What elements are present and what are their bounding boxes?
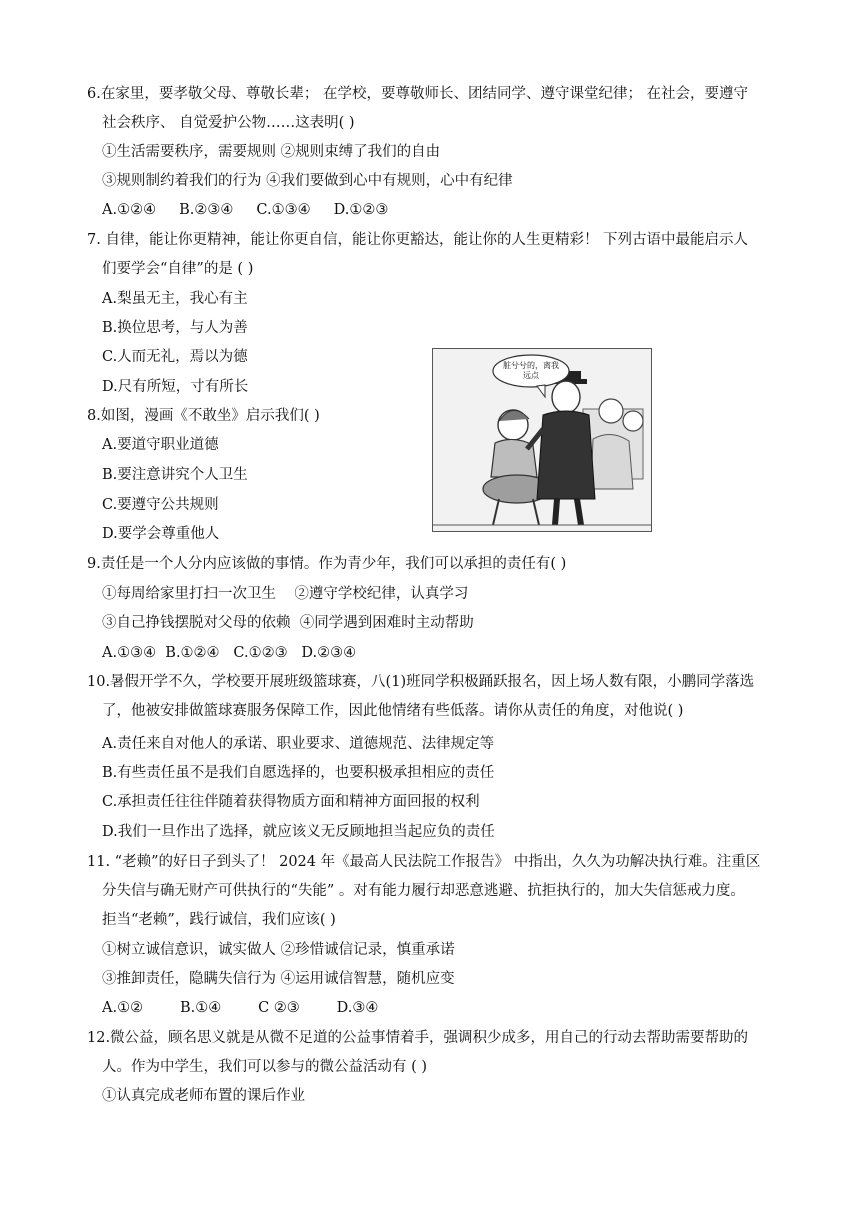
q9-choices: A.①③④ B.①②④ C.①②③ D.②③④ [102,645,357,661]
q8-choice-c: C.要遵守公共规则 [102,497,219,513]
q8-choice-d: D.要学会尊重他人 [102,526,220,542]
q12-option-line-1: ①认真完成老师布置的课后作业 [102,1088,305,1104]
q10-choice-d: D.我们一旦作出了选择，就应该义无反顾地担当起应负的责任 [102,824,495,840]
q12-stem-line-1: 12.微公益，顾名思义就是从微不足道的公益事情着手，强调积少成多，用自己的行动去帮助需要帮助的 [87,1030,749,1046]
q11-choices: A.①② B.①④ C ②③ D.③④ [102,1000,379,1016]
q6-option-line-2: ③规则制约着我们的行为 ④我们要做到心中有规则，心中有纪律 [102,173,513,189]
q8-choice-a: A.要道守职业道德 [102,437,219,453]
cartoon-speech-bubble-text: 脏兮兮的，离我远点 [503,361,559,380]
cartoon-bu-gan-zuo-image [432,348,652,532]
q12-stem-line-2: 人。作为中学生，我们可以参与的微公益活动有 ( ) [102,1059,428,1075]
q6-stem-line-1: 6.在家里，要孝敬父母、尊敬长辈； 在学校，要尊敬师长、团结同学、遵守课堂纪律； 在社会，要遵守 [87,86,749,102]
q10-stem-line-1: 10.暑假开学不久，学校要开展班级篮球赛，八(1)班同学积极踊跃报名，因上场人数有限，小鹏同学落选 [87,674,755,690]
q11-option-line-2: ③推卸责任，隐瞒失信行为 ④运用诚信智慧，随机应变 [102,971,455,987]
q10-choice-c: C.承担责任往往伴随着获得物质方面和精神方面回报的权利 [102,794,480,810]
q8-choice-b: B.要注意讲究个人卫生 [102,467,248,483]
q7-choice-b: B.换位思考，与人为善 [102,320,248,336]
q9-option-line-2: ③自己挣钱摆脱对父母的依赖 ④同学遇到困难时主动帮助 [102,615,474,631]
q10-choice-b: B.有些责任虽不是我们自愿选择的，也要积极承担相应的责任 [102,765,495,781]
q7-choice-c: C.人而无礼，焉以为德 [102,349,248,365]
q7-choice-d: D.尺有所短，寸有所长 [102,379,249,395]
q7-stem-line-1: 7. 自律，能让你更精神，能让你更自信，能让你更豁达，能让你的人生更精彩！ 下列古语中最能启示人 [87,232,749,248]
q11-stem-line-1: 11. “老赖”的好日子到头了！ 2024 年《最高人民法院工作报告》 中指出，久久为功解决执行难。注重区 [87,854,761,870]
q6-option-line-1: ①生活需要秩序，需要规则 ②规则束缚了我们的自由 [102,144,441,160]
q7-choice-a: A.梨虽无主，我心有主 [102,291,248,307]
q7-stem-line-2: 们要学会“自律”的是 ( ) [102,261,254,277]
q11-stem-line-3: 拒当“老赖”，践行诚信，我们应该( ) [102,912,336,928]
q11-option-line-1: ①树立诚信意识，诚实做人 ②珍惜诚信记录，慎重承诺 [102,942,455,958]
q10-stem-line-2: 了，他被安排做篮球赛服务保障工作，因此他情绪有些低落。请你从责任的角度，对他说( ) [102,703,684,719]
q6-choices: A.①②④ B.②③④ C.①③④ D.①②③ [102,202,389,218]
q9-stem: 9.责任是一个人分内应该做的事情。作为青少年，我们可以承担的责任有( ) [87,556,567,572]
q6-stem-line-2: 社会秩序、 自觉爱护公物……这表明( ) [102,115,355,131]
q11-stem-line-2: 分失信与确无财产可供执行的“失能” 。对有能力履行却恶意逃避、抗拒执行的，加大失信惩戒力度。 [102,883,745,899]
q9-option-line-1: ①每周给家里打扫一次卫生 ②遵守学校纪律，认真学习 [102,586,469,602]
q8-stem: 8.如图，漫画《不敢坐》启示我们( ) [87,408,320,424]
q10-choice-a: A.责任来自对他人的承诺、职业要求、道德规范、法律规定等 [102,736,495,752]
